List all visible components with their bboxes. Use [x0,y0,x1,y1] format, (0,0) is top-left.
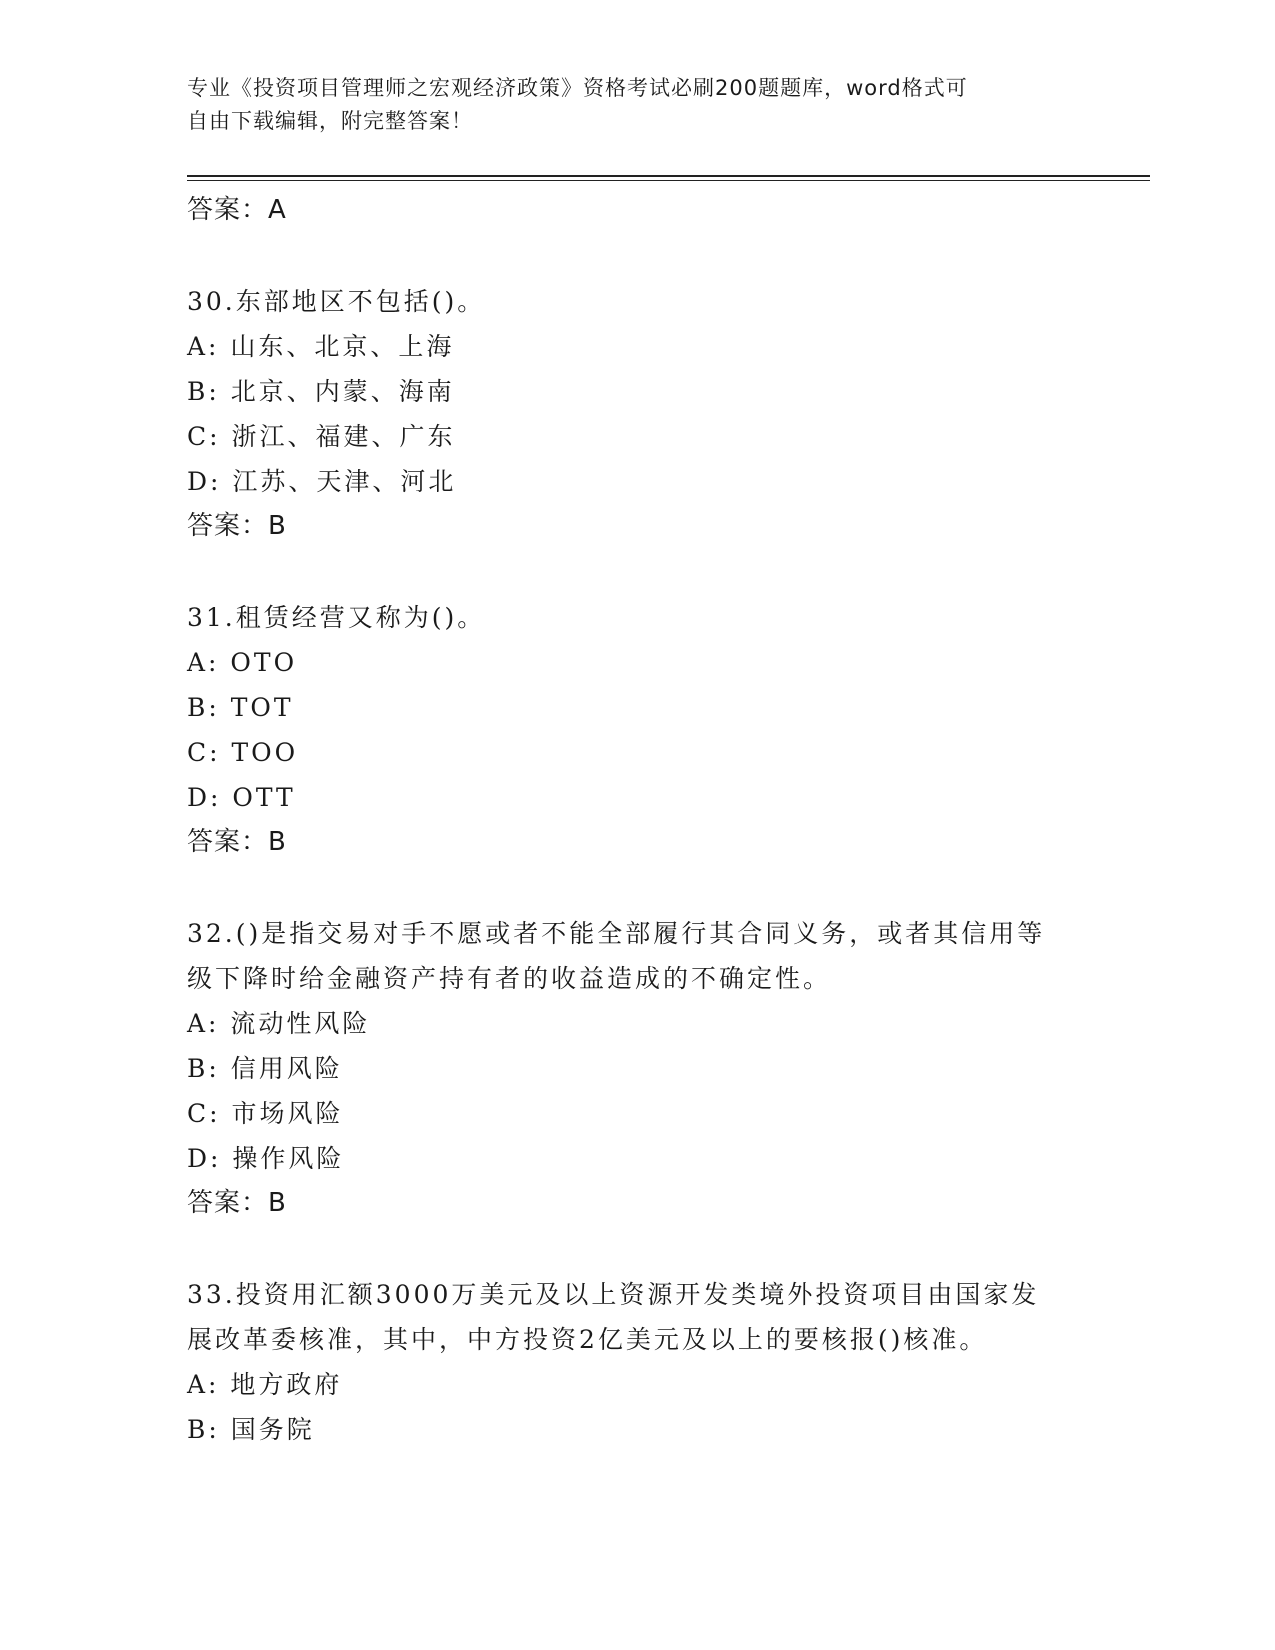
question-stem-line-2: 展改革委核准，其中，中方投资2亿美元及以上的要核报()核准。 [187,1325,988,1354]
option-a: A: 地方政府 [187,1370,343,1399]
option-b: B: 北京、内蒙、海南 [187,377,455,406]
question-30 [187,279,1087,549]
option-a: A: OTO [187,648,298,677]
question-32 [187,911,1087,1226]
question-stem-line-2: 级下降时给金融资产持有者的收益造成的不确定性。 [187,964,832,993]
document-header [187,72,1067,138]
answer: 答案：B [187,1188,287,1218]
option-c: C: 市场风险 [187,1099,344,1128]
question-stem: 31.租赁经营又称为()。 [187,603,486,632]
option-a: A: 山东、北京、上海 [187,332,455,361]
question-33 [187,1272,1087,1452]
header-line-2: 自由下载编辑，附完整答案！ [187,109,473,133]
option-a: A: 流动性风险 [187,1009,371,1038]
option-d: D: 操作风险 [187,1144,345,1173]
option-c: C: 浙江、福建、广东 [187,422,456,451]
header-divider-thick [187,175,1150,177]
option-d: D: 江苏、天津、河北 [187,467,457,496]
option-b: B: 国务院 [187,1415,315,1444]
question-stem-line-1: 33.投资用汇额3000万美元及以上资源开发类境外投资项目由国家发 [187,1280,1040,1309]
option-c: C: TOO [187,738,299,767]
question-content [187,188,1087,1452]
header-divider-thin [187,180,1150,181]
previous-answer: 答案：A [187,195,287,225]
answer: 答案：B [187,827,287,857]
answer: 答案：B [187,511,287,541]
option-d: D: OTT [187,783,296,812]
header-line-1: 专业《投资项目管理师之宏观经济政策》资格考试必刷200题题库，word格式可 [187,76,968,100]
question-stem: 30.东部地区不包括()。 [187,287,486,316]
question-stem-line-1: 32.()是指交易对手不愿或者不能全部履行其合同义务，或者其信用等 [187,919,1046,948]
option-b: B: 信用风险 [187,1054,343,1083]
question-31 [187,595,1087,865]
option-b: B: TOT [187,693,294,722]
